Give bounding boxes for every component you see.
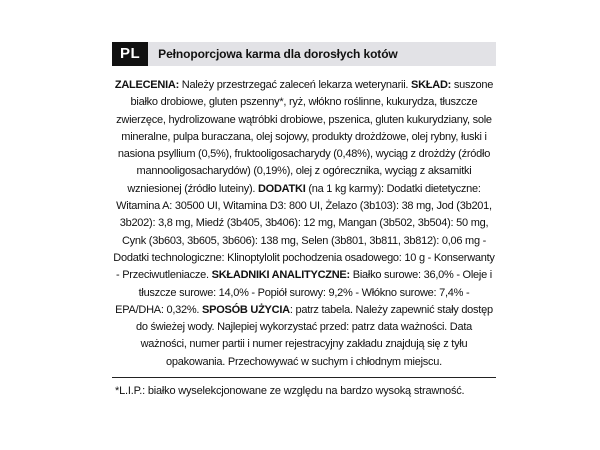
composition-text: suszone białko drobiowe, gluten pszenny*, ryż, włókno roślinne, kukurydza, tłuszcze zwierzęce, hydrolizowane wątróbki drobiowe, pszenica, gluten kukurydziany, sole mineralne, pulpa buraczana, olej sojowy, produkty drożdżowe, olej rybny, łuski i nasiona psyllium (0,5%), fruktooligosacharydy (0,48%), wyciąg z drożdży (źródło mannooligosacharydów) (0,19%), olej z ogórecznika, wyciąg z aksamitki wzniesionej (źródło luteiny). xyxy=(116,79,494,195)
additives-heading: DODATKI xyxy=(257,182,306,195)
divider xyxy=(112,377,496,378)
label-body-text xyxy=(112,77,496,375)
label-header xyxy=(112,42,496,66)
product-title: Pełnoporcjowa karma dla dorosłych kotów xyxy=(158,47,398,61)
additives-text: (na 1 kg karmy): Dodatki dietetyczne: Witamina A: 30500 UI, Witamina D3: 800 UI, Żelazo (3b103): 38 mg, Jod (3b201, 3b202): 3,8 mg, Miedź (3b405, 3b406): 12 mg, Mangan (3b502, 3b504): 50 mg, Cynk (3b603, 3b605, 3b606): 138 mg, Selen (3b801, 3b811, 3b812): 0,06 mg - Dodatki technologiczne: Klinoptylolit pochodzenia osadowego: 10 g - Konserwanty - Przeciwutleniacze. xyxy=(113,182,495,282)
footnote: *L.I.P.: białko wyselekcjonowane ze względu na bardzo wysoką strawność. xyxy=(115,385,465,398)
analytical-text: Białko surowe: 36,0% - Oleje i tłuszcze surowe: 14,0% - Popiół surowy: 9,2% - Włókno surowe: 7,4% - EPA/DHA: 0,32%. xyxy=(115,269,492,316)
recommendations-heading: ZALECENIA: xyxy=(114,79,179,91)
recommendations-text: Należy przestrzegać zaleceń lekarza weterynarii. xyxy=(178,79,412,91)
usage-text: : patrz tabela. Należy zapewnić stały dostęp do świeżej wody. Najlepiej wykorzystać przed: patrz data ważności. Data ważności, numer partii i numer rejestracyjny zakładu znajdują się z tyłu opakowania. Przechowywać w suchym i chłodnym miejscu. xyxy=(135,303,493,368)
analytical-heading: SKŁADNIKI ANALITYCZNE: xyxy=(211,269,350,282)
usage-heading: SPOSÓB UŻYCIA xyxy=(202,303,290,316)
composition-heading: SKŁAD: xyxy=(411,79,452,91)
language-badge: PL xyxy=(112,42,148,66)
product-label xyxy=(112,42,496,399)
